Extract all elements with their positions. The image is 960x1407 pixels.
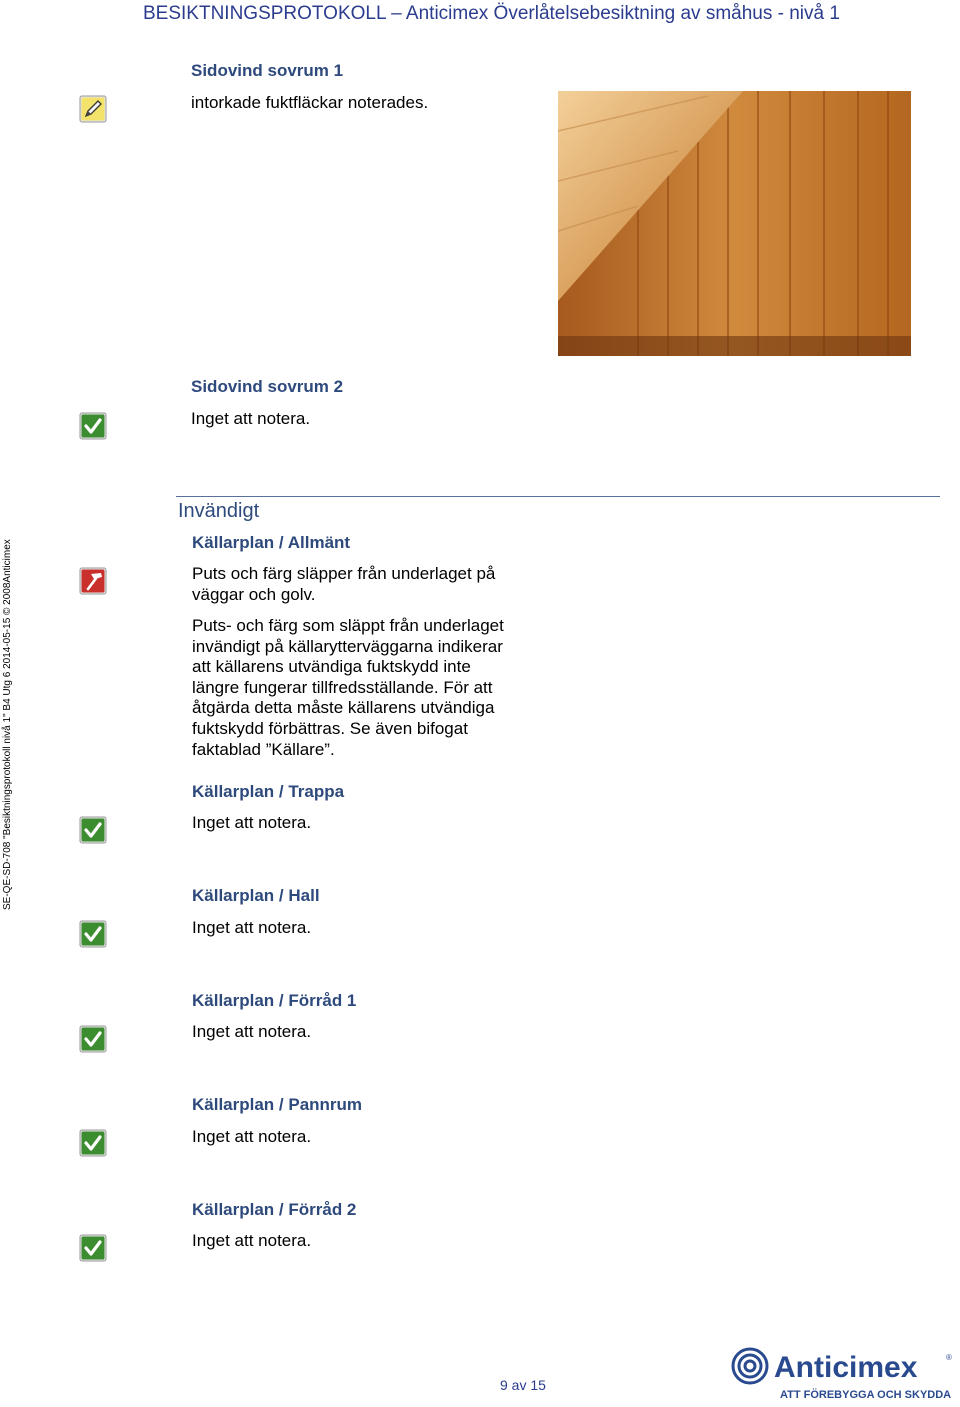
item-text-kallarplan-forrad-1: Inget att notera. — [192, 1022, 312, 1041]
item-text-kallarplan-trappa: Inget att notera. — [192, 813, 312, 832]
paragraph-line: att källarens utvändiga fuktskydd inte — [192, 657, 471, 677]
item-title-kallarplan-pannrum: Källarplan / Pannrum — [192, 1095, 363, 1114]
paragraph-line: längre fungerar tillfredsställande. För att — [192, 677, 493, 697]
item-title-kallarplan-forrad-1: Källarplan / Förråd 1 — [192, 991, 357, 1010]
item-text-sidovind-sovrum-2: Inget att notera. — [191, 409, 311, 428]
section-divider — [176, 496, 940, 497]
paragraph-line: åtgärda detta måste källarens utvändiga — [192, 698, 495, 718]
document-header-title: BESIKTNINGSPROTOKOLL – Anticimex Överlåtelsebesiktning av småhus - nivå 1 — [143, 3, 840, 24]
wood-attic-photo — [558, 91, 911, 356]
text-line: Puts och färg släpper från underlaget på — [192, 564, 496, 583]
checkmark-icon — [79, 920, 107, 953]
side-reference-text: SE-QE-SD-708 "Besiktningsprotokoll nivå 1" B4 Utg 6 2014-05-15 © 2008Anticimex — [2, 539, 13, 910]
item-title-kallarplan-hall: Källarplan / Hall — [192, 886, 320, 905]
paragraph-line: fuktskydd förbättras. Se även bifogat — [192, 718, 468, 738]
anticimex-logo — [728, 1346, 952, 1402]
svg-text:Anticimex: Anticimex — [774, 1351, 918, 1384]
paragraph-line: Puts- och färg som släppt från underlaget — [192, 616, 504, 635]
item-text-kallarplan-pannrum: Inget att notera. — [192, 1127, 312, 1146]
item-title-sidovind-sovrum-1: Sidovind sovrum 1 — [191, 61, 344, 80]
checkmark-icon — [79, 412, 107, 445]
svg-text:ATT FÖREBYGGA OCH SKYDDA: ATT FÖREBYGGA OCH SKYDDA — [780, 1389, 952, 1401]
svg-text:®: ® — [946, 1353, 952, 1362]
checkmark-icon — [79, 1025, 107, 1058]
page-number: 9 av 15 — [500, 1377, 546, 1393]
item-title-sidovind-sovrum-2: Sidovind sovrum 2 — [191, 377, 344, 396]
paragraph-line: faktablad ”Källare”. — [192, 739, 335, 759]
item-text-kallarplan-hall: Inget att notera. — [192, 918, 312, 937]
item-paragraph-kallarplan-allmant — [192, 616, 504, 760]
item-title-kallarplan-allmant: Källarplan / Allmänt — [192, 533, 351, 552]
hammer-icon — [79, 567, 107, 600]
pencil-icon — [79, 95, 107, 128]
section-title-invandigt: Invändigt — [178, 500, 260, 522]
item-title-kallarplan-trappa: Källarplan / Trappa — [192, 782, 345, 801]
checkmark-icon — [79, 1234, 107, 1267]
item-text-kallarplan-forrad-2: Inget att notera. — [192, 1231, 312, 1250]
item-text-sidovind-sovrum-1: intorkade fuktfläckar noterades. — [191, 93, 429, 112]
item-text-kallarplan-allmant — [192, 564, 495, 605]
text-line: väggar och golv. — [192, 584, 316, 604]
paragraph-line: invändigt på källarytterväggarna indikerar — [192, 636, 503, 656]
checkmark-icon — [79, 1129, 107, 1162]
item-title-kallarplan-forrad-2: Källarplan / Förråd 2 — [192, 1200, 357, 1219]
checkmark-icon — [79, 816, 107, 849]
